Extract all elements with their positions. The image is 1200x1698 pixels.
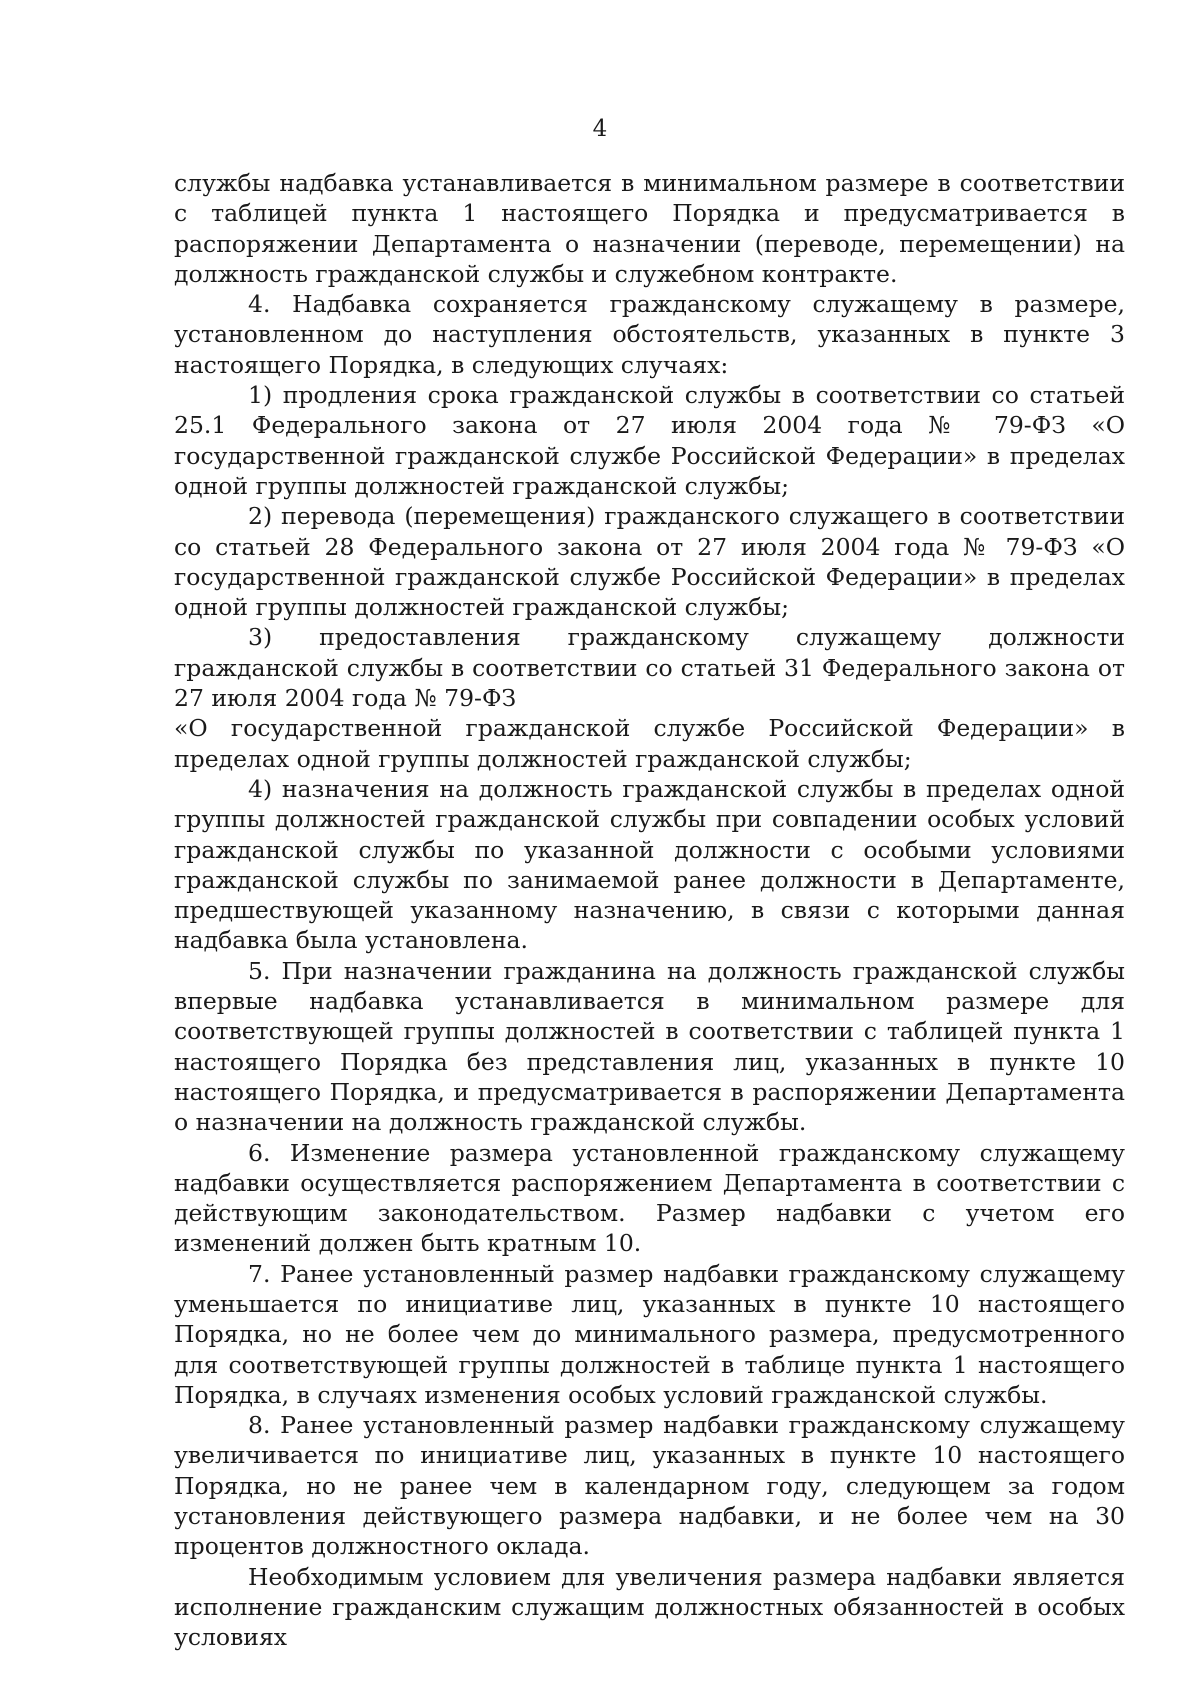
paragraph-subitem-3: 3) предоставления гражданскому служащему должности гражданской службы в соответствии со статьей 31 Федерального закона от 27 июля 2004 года № 79-ФЗ [174,623,1125,713]
paragraph-condition: Необходимым условием для увеличения размера надбавки является исполнение гражданским служащим должностных обязанностей в особых условиях [174,1562,1125,1652]
paragraph-subitem-4: 4) назначения на должность гражданской службы в пределах одной группы должностей гражданской службы при совпадении особых условий гражданской службы по указанной должности с особыми условиями гражданской службы по занимаемой ранее должности в Департаменте, предшествующей указанному назначению, в связи с которыми данная надбавка была установлена. [174,774,1125,955]
paragraph-subitem-1: 1) продления срока гражданской службы в соответствии со статьей 25.1 Федерального закона от 27 июля 2004 года № 79-ФЗ «О государственной гражданской службе Российской Федерации» в пределах одной группы должностей гражданской службы; [174,381,1125,500]
paragraph-item-7: 7. Ранее установленный размер надбавки гражданскому служащему уменьшается по инициативе лиц, указанных в пункте 10 настоящего Порядка, но не более чем до минимального размера, предусмотренного для соответствующей группы должностей в таблице пункта 1 настоящего Порядка, в случаях изменения особых условий гражданской службы. [174,1259,1125,1409]
paragraph-item-5: 5. При назначении гражданина на должность гражданской службы впервые надбавка устанавливается в минимальном размере для соответствующей группы должностей в соответствии с таблицей пункта 1 настоящего Порядка без представления лиц, указанных в пункте 10 настоящего Порядка, и предусматривается в распоряжении Департамента о назначении на должность гражданской службы. [174,956,1125,1137]
paragraph-subitem-3-continuation: «О государственной гражданской службе Российской Федерации» в пределах одной группы должностей гражданской службы; [174,714,1125,773]
paragraph-item-8: 8. Ранее установленный размер надбавки гражданскому служащему увеличивается по инициативе лиц, указанных в пункте 10 настоящего Порядка, но не ранее чем в календарном году, следующем за годом установления действующего размера надбавки, и не более чем на 30 процентов должностного оклада. [174,1411,1125,1561]
paragraph-item-6: 6. Изменение размера установленной гражданскому служащему надбавки осуществляется распоряжением Департамента в соответствии с действующим законодательством. Размер надбавки с учетом его изменений должен быть кратным 10. [174,1138,1125,1258]
document-body [174,168,1125,1653]
paragraph-subitem-2: 2) перевода (перемещения) гражданского служащего в соответствии со статьей 28 Федерального закона от 27 июля 2004 года № 79-ФЗ «О государственной гражданской службе Российской Федерации» в пределах одной группы должностей гражданской службы; [174,502,1125,622]
paragraph-item-4: 4. Надбавка сохраняется гражданскому служащему в размере, установленном до наступления обстоятельств, указанных в пункте 3 настоящего Порядка, в следующих случаях: [174,290,1125,379]
paragraph-continuation: службы надбавка устанавливается в минимальном размере в соответствии с таблицей пункта 1 настоящего Порядка и предусматривается в распоряжении Департамента о назначении (переводе, перемещении) на должность гражданской службы и служебном контракте. [174,169,1125,288]
page-number: 4 [592,116,608,142]
